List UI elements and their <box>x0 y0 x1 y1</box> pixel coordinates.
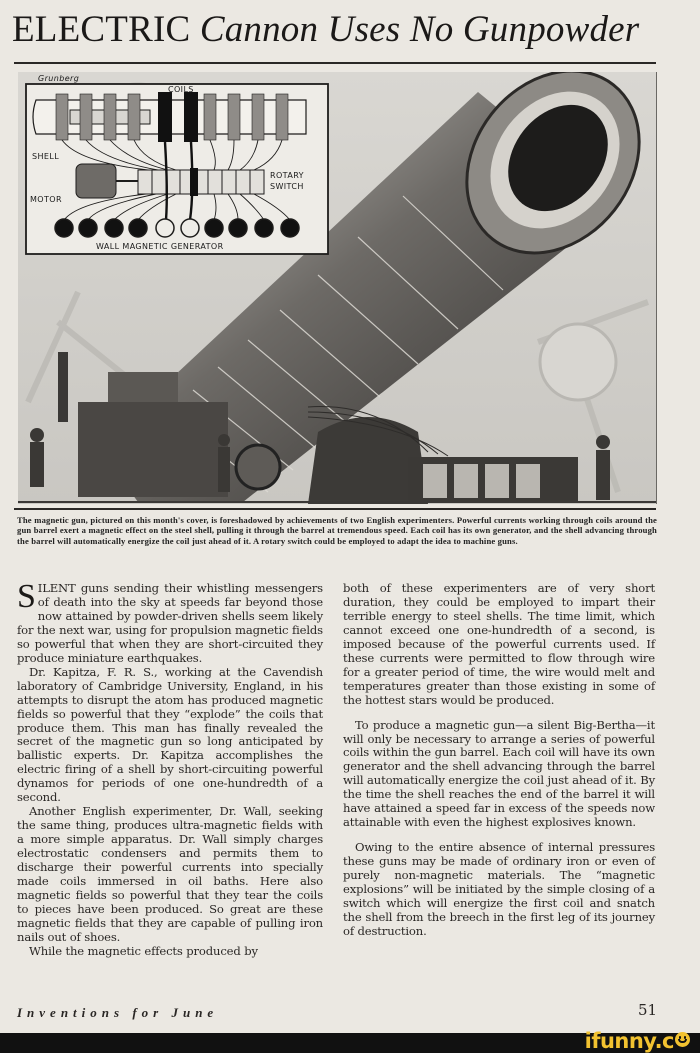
ifunny-watermark-logo <box>585 1030 690 1052</box>
label-switch: SWITCH <box>270 182 304 191</box>
article-paragraph: Owing to the entire absence of internal pressures these guns may be made of ordinary iron or even of purely non-magnetic materials. The “magnetic explosions” will be initiated by the simple closing of a switch which will energize the first coil and snatch the shell from the breech in the first leg of its journey of destruction. <box>343 840 655 938</box>
watermark-text: ifunny.c <box>584 1029 674 1053</box>
title-rest: Cannon Uses No Gunpowder <box>199 9 640 50</box>
article-paragraph: Dr. Kapitza, F. R. S., working at the Cavendish laboratory of Cambridge University, England, in his attempts to disrupt the atom has produced magnetic fields so powerful that they “explode” the coils that produce them. This man has finally revealed the secret of the magnetic gun so long anticipated by ballistic experts. Dr. Kapitza accomplishes the electric firing of a shell by short-circuiting powerful dynamos for periods of one one-hundredth of a second. <box>17 664 323 805</box>
smiley-face-icon <box>675 1032 690 1047</box>
paragraph-text: ILENT guns sending their whistling messengers of death into the sky at speeds far beyond those now attained by powder-driven shells seem likely for the next war, using for propulsion magnetic fields so powerful that when they are short-circuited they produce miniature earthquakes. <box>17 581 323 665</box>
label-motor: MOTOR <box>30 195 62 204</box>
page-title <box>12 6 692 54</box>
artist-signature: Grunberg <box>38 74 80 83</box>
label-generator: WALL MAGNETIC GENERATOR <box>96 242 224 251</box>
caption-rule-divider <box>14 508 656 510</box>
figure-caption: The magnetic gun, pictured on this month's cover, is foreshadowed by achievements of two English experimenters. Powerful currents working through coils around the gun barrel exert a magnetic effect on the steel shell, pulling it through the barrel at tremendous speed. Each coil has its own generator, and the shell advancing through the barrel will automatically energize the coil just ahead of it. A rotary switch could be employed to adapt the idea to machine guns. <box>17 515 657 546</box>
page-number: 51 <box>638 1001 658 1019</box>
article-paragraph: both of these experimenters are of very short duration, they could be employed to impart their terrible energy to steel shells. The time limit, which cannot exceed one one-hundredth of a second, is imposed because of the powerful currents used. If these currents were permitted to flow through wire for a greater period of time, the wire would melt and temperatures greater than those existing in some of the hottest stars would be produced. <box>343 581 655 707</box>
wiring-diagram-inset <box>26 74 328 254</box>
article-paragraph <box>17 578 323 666</box>
article-paragraph: To produce a magnetic gun—a silent Big-Bertha—it will only be necessary to arrange a series of powerful coils within the gun barrel. Each coil will have its own generator and the shell advancing through the barrel will automatically energize the coil just ahead of it. By the time the shell reaches the end of the barrel it will have attained a speed far in excess of the speeds now attainable with even the highest explosives known. <box>343 717 655 830</box>
title-electric: ELECTRIC <box>12 9 191 50</box>
cannon-illustration <box>18 72 657 504</box>
article-paragraph: Another English experimenter, Dr. Wall, seeking the same thing, produces ultra-magnetic fields with a more simple apparatus. Dr. Wall simply charges electrostatic condensers and permits them to discharge their powerful currents into specially made coils immersed in oil baths. Here also magnetic fields so powerful that they tear the coils to pieces have been produced. So great are these magnetic fields that they are capable of pulling iron nails out of shoes. <box>17 804 323 944</box>
illustration-svg <box>18 72 656 504</box>
label-rotary: ROTARY <box>270 171 304 180</box>
drop-cap: S <box>17 578 36 615</box>
article-column-right <box>343 582 655 939</box>
top-rule-divider <box>14 62 656 64</box>
article-paragraph: While the magnetic effects produced by <box>29 943 258 958</box>
label-coils: COILS <box>168 85 194 94</box>
label-shell: SHELL <box>32 152 60 161</box>
article-column-left <box>17 578 323 959</box>
footer-section-title: Inventions for June <box>17 1005 219 1020</box>
